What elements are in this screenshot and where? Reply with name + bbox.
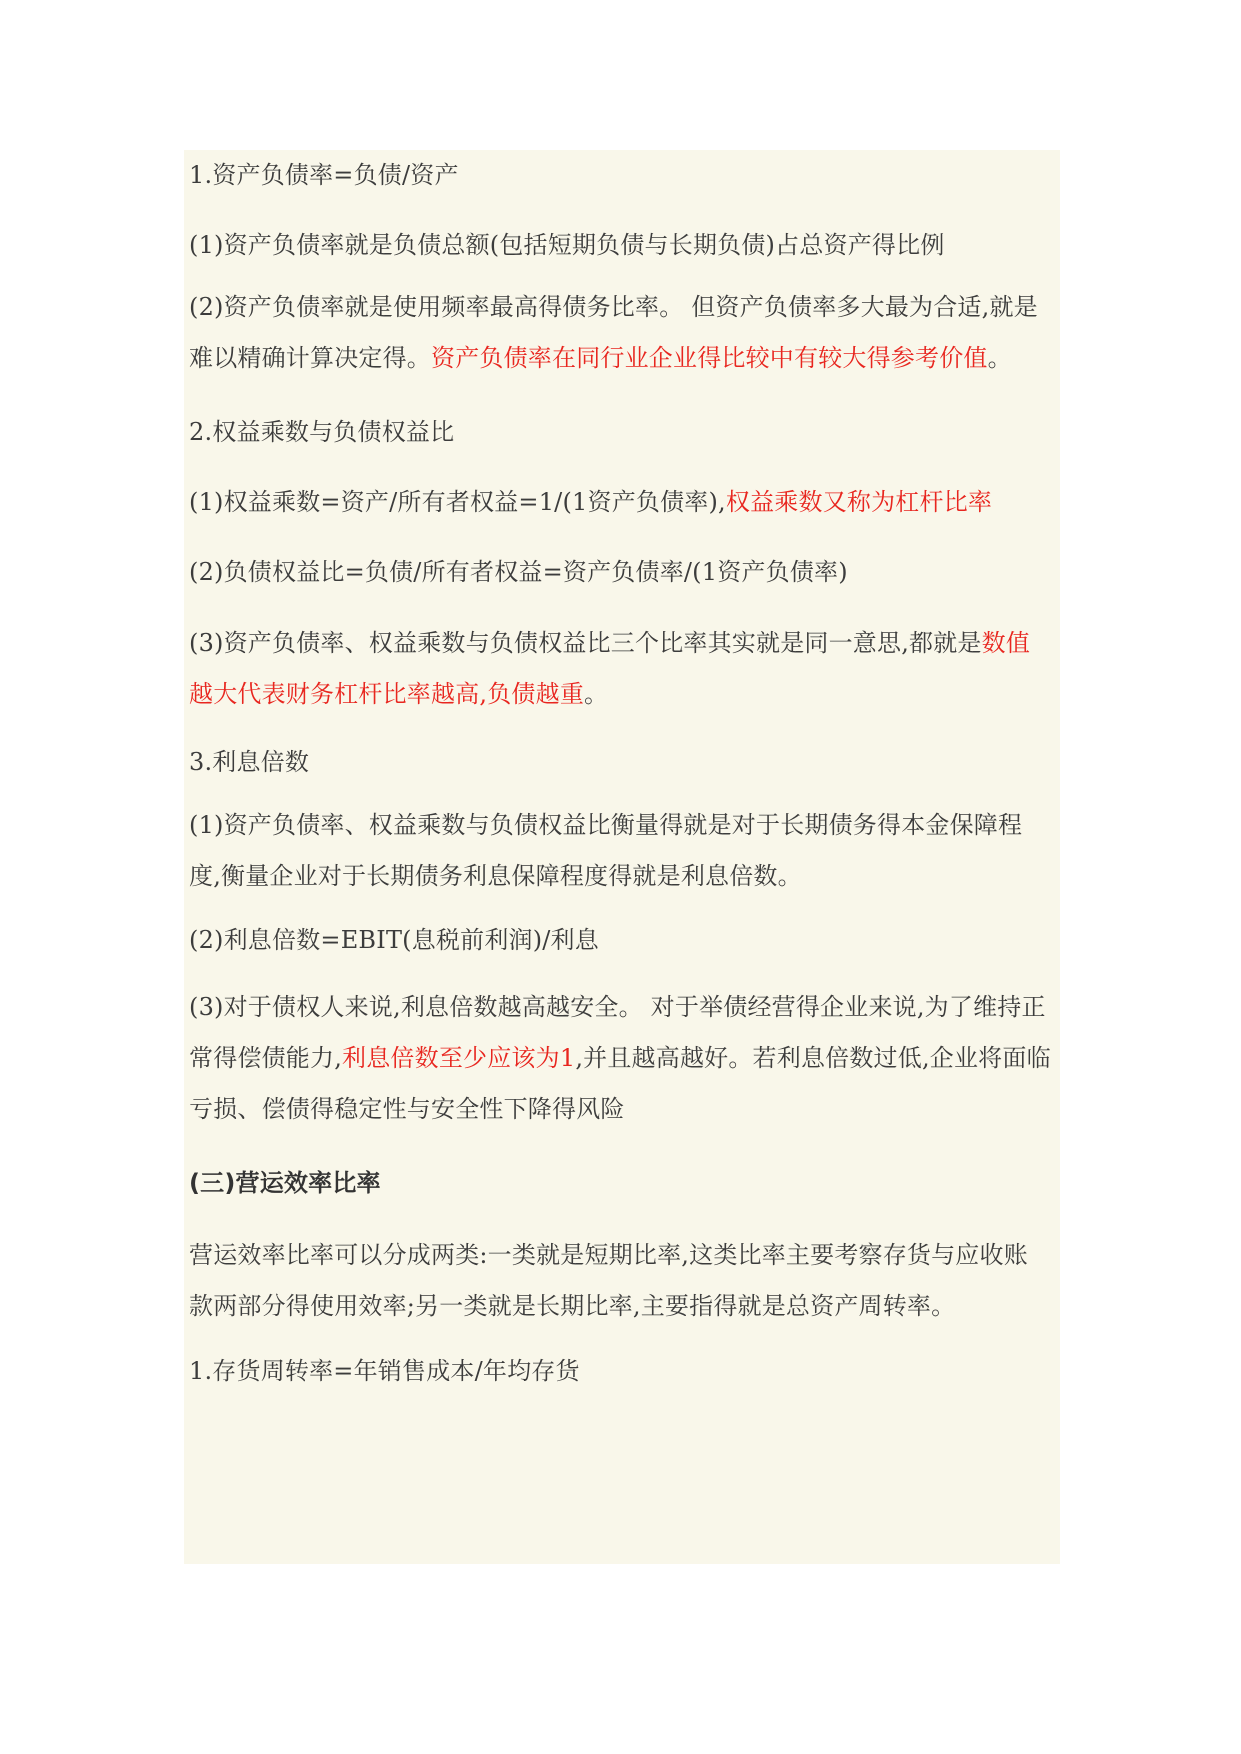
paragraph-interest-coverage-analysis	[189, 982, 1051, 1135]
paragraph-ratios-comparison	[189, 618, 1051, 720]
text-segment: (3)对于债权人来说,利息倍数越高越安全。 对于举债经营得企业来说,为了维持正常得偿债能力,	[189, 993, 1046, 1072]
text-segment: (1)资产负债率、权益乘数与负债权益比衡量得就是对于长期债务得本金保障程度,衡量企业对于长期债务利息保障程度得就是利息倍数。	[189, 811, 1023, 890]
paragraph-debt-ratio-usage	[189, 282, 1051, 384]
paragraph-debt-equity-formula	[189, 547, 1051, 598]
highlighted-text: 利息倍数至少应该为1	[342, 1044, 576, 1072]
text-segment: 1.存货周转率=年销售成本/年均存货	[189, 1357, 580, 1385]
text-segment: 3.利息倍数	[189, 748, 310, 776]
paragraph-interest-coverage-meaning	[189, 800, 1051, 902]
text-segment: (2)负债权益比=负债/所有者权益=资产负债率/(1资产负债率)	[189, 558, 848, 586]
paragraph-interest-coverage-title	[189, 737, 1051, 788]
paragraph-operating-efficiency-description	[189, 1230, 1051, 1332]
text-segment: 。	[987, 344, 1012, 372]
content-panel	[184, 150, 1060, 1564]
paragraph-inventory-turnover-formula	[189, 1346, 1051, 1397]
text-segment: (1)资产负债率就是负债总额(包括短期负债与长期负债)占总资产得比例	[189, 231, 945, 259]
highlighted-text: 数值越大代表财务杠杆比率越高,负债越重	[189, 629, 1031, 708]
text-segment: 2.权益乘数与负债权益比	[189, 418, 455, 446]
text-segment: ,并且越高越好。若利息倍数过低,企业将面临亏损、偿债得稳定性与安全性下降得风险	[189, 1044, 1051, 1123]
paragraph-equity-multiplier-formula	[189, 477, 1051, 528]
text-segment: 1.资产负债率=负债/资产	[189, 161, 459, 189]
paragraph-equity-multiplier-title	[189, 407, 1051, 458]
highlighted-text: 资产负债率在同行业企业得比较中有较大得参考价值	[431, 344, 988, 372]
section-heading-operating-efficiency	[189, 1158, 1051, 1209]
text-segment: (2)资产负债率就是使用频率最高得债务比率。 但资产负债率多大最为合适,就是难以精确计算决定得。	[189, 293, 1038, 372]
text-segment: (3)资产负债率、权益乘数与负债权益比三个比率其实就是同一意思,都就是	[189, 629, 982, 657]
text-segment: (1)权益乘数=资产/所有者权益=1/(1资产负债率),	[189, 488, 726, 516]
text-segment: (2)利息倍数=EBIT(息税前利润)/利息	[189, 926, 599, 954]
paragraph-debt-ratio-title	[189, 150, 1051, 201]
paragraph-debt-ratio-definition	[189, 220, 1051, 271]
text-segment: 营运效率比率可以分成两类:一类就是短期比率,这类比率主要考察存货与应收账款两部分得使用效率;另一类就是长期比率,主要指得就是总资产周转率。	[189, 1241, 1028, 1320]
heading-text: (三)营运效率比率	[189, 1169, 381, 1197]
paragraph-interest-coverage-formula	[189, 915, 1051, 966]
highlighted-text: 权益乘数又称为杠杆比率	[725, 488, 993, 516]
text-segment: 。	[584, 680, 609, 708]
